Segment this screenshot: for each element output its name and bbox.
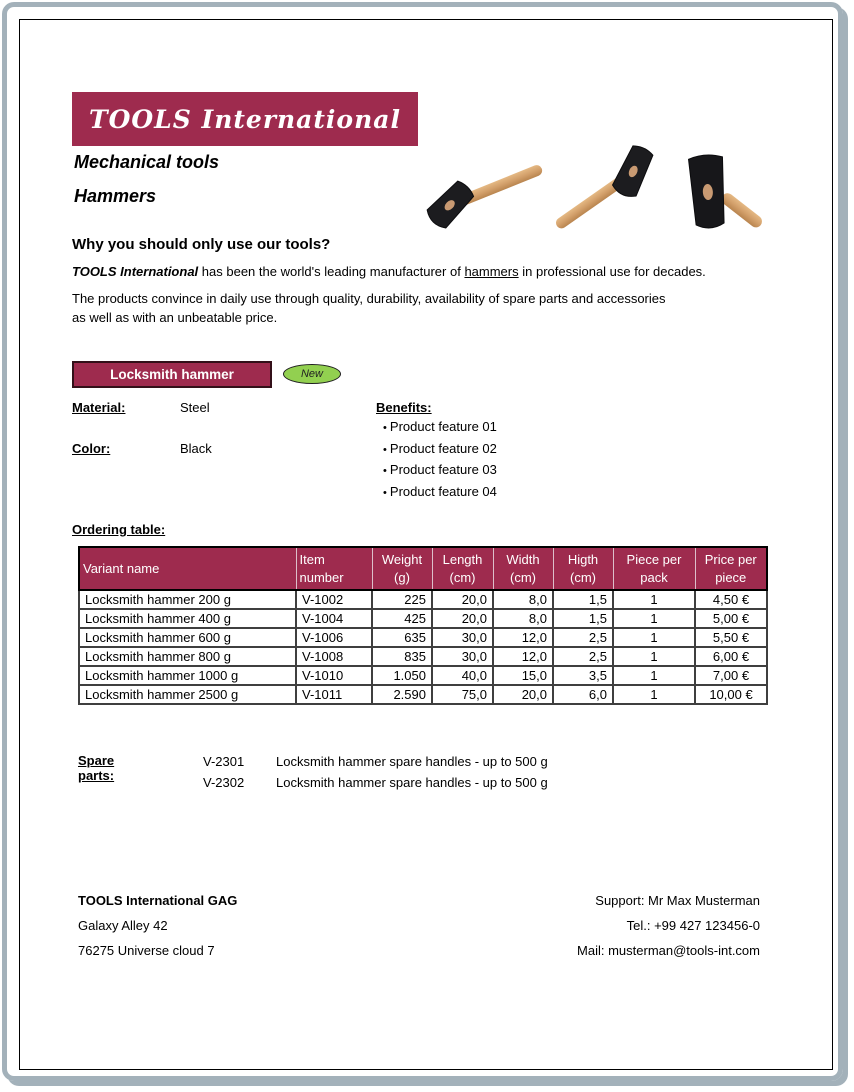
table-row — [79, 609, 767, 628]
benefit-item: • Product feature 01 — [383, 417, 497, 439]
table-cell: V-1002 — [296, 590, 372, 609]
subtitle-hammers: Hammers — [74, 186, 157, 206]
table-cell: 15,0 — [493, 666, 553, 685]
intro-p1-end: in professional use for decades. — [518, 264, 706, 279]
table-cell: 1 — [613, 609, 695, 628]
spare-part-code: V-2302 — [203, 775, 245, 790]
footer-mail: Mail: musterman@tools-int.com — [577, 943, 760, 958]
table-cell: 1 — [613, 628, 695, 647]
table-cell: V-1008 — [296, 647, 372, 666]
ordering-table-label: Ordering table: — [72, 522, 166, 537]
table-cell: Locksmith hammer 800 g — [79, 647, 296, 666]
table-cell: 10,00 € — [695, 685, 767, 704]
hammer-photo-angled-view — [545, 152, 665, 237]
new-badge-label: New — [300, 368, 323, 380]
material-label: Material: — [72, 400, 126, 415]
material-value: Steel — [180, 400, 210, 415]
footer-support: Support: Mr Max Musterman — [595, 893, 760, 908]
intro-brand-name: TOOLS International — [72, 264, 199, 279]
footer-tel: Tel.: +99 427 123456-0 — [626, 918, 760, 933]
table-cell: 835 — [372, 647, 432, 666]
intro-p1-mid: has been the world's leading manufacturer of — [198, 264, 465, 279]
table-cell: 1,5 — [553, 590, 613, 609]
table-cell: 4,50 € — [695, 590, 767, 609]
table-cell: 40,0 — [432, 666, 493, 685]
table-cell: V-1006 — [296, 628, 372, 647]
table-cell: 425 — [372, 609, 432, 628]
footer-address-line1: Galaxy Alley 42 — [78, 918, 168, 933]
table-cell: V-1004 — [296, 609, 372, 628]
intro-p1-underlined: hammers — [464, 264, 519, 279]
table-cell: Locksmith hammer 200 g — [79, 590, 296, 609]
col-header-variant-name: Variant name — [79, 547, 296, 590]
benefits-list — [383, 417, 497, 503]
brand-banner — [72, 92, 418, 146]
table-cell: 75,0 — [432, 685, 493, 704]
subtitle-mechanical-tools: Mechanical tools — [74, 152, 220, 172]
benefit-item: • Product feature 03 — [383, 460, 497, 482]
benefits-label: Benefits: — [376, 400, 432, 415]
table-row — [79, 666, 767, 685]
ordering-table-body — [79, 590, 767, 704]
table-cell: 1.050 — [372, 666, 432, 685]
table-cell: 1 — [613, 666, 695, 685]
table-cell: 1 — [613, 685, 695, 704]
table-row — [79, 685, 767, 704]
footer-company-name: TOOLS International GAG — [78, 893, 238, 908]
ordering-table — [78, 546, 768, 705]
table-row — [79, 628, 767, 647]
color-value: Black — [180, 441, 212, 456]
table-cell: 1 — [613, 590, 695, 609]
intro-paragraph-2: The products convince in daily use through quality, durability, availability of spare parts and accessories as well as with an unbeatable price. — [72, 291, 666, 325]
table-cell: 3,5 — [553, 666, 613, 685]
table-cell: V-1011 — [296, 685, 372, 704]
footer-contact-block — [460, 888, 760, 963]
spare-part-desc: Locksmith hammer spare handles - up to 500 g — [276, 754, 548, 769]
table-cell: 5,00 € — [695, 609, 767, 628]
col-header-item-number: Item number — [296, 547, 372, 590]
color-label: Color: — [72, 441, 111, 456]
table-cell: 30,0 — [432, 647, 493, 666]
hammer-photo-side-view — [413, 152, 548, 237]
table-cell: 635 — [372, 628, 432, 647]
ordering-table-head — [79, 547, 767, 590]
table-cell: 225 — [372, 590, 432, 609]
new-badge — [283, 364, 341, 384]
table-cell: 7,00 € — [695, 666, 767, 685]
table-cell: 2.590 — [372, 685, 432, 704]
table-cell: Locksmith hammer 2500 g — [79, 685, 296, 704]
spare-part-row — [203, 754, 723, 775]
table-cell: 2,5 — [553, 628, 613, 647]
footer-company-block — [78, 888, 237, 963]
col-header-weight: Weight (g) — [372, 547, 432, 590]
col-header-piece-per-pack: Piece per pack — [613, 547, 695, 590]
table-cell: 12,0 — [493, 647, 553, 666]
table-cell: 6,00 € — [695, 647, 767, 666]
table-cell: Locksmith hammer 600 g — [79, 628, 296, 647]
table-cell: 12,0 — [493, 628, 553, 647]
hammer-photo-head-closeup — [686, 150, 752, 240]
footer-address-line2: 76275 Universe cloud 7 — [78, 943, 215, 958]
table-cell: 6,0 — [553, 685, 613, 704]
spare-part-row — [203, 775, 723, 796]
table-cell: V-1010 — [296, 666, 372, 685]
col-header-higth: Higth (cm) — [553, 547, 613, 590]
table-cell: 5,50 € — [695, 628, 767, 647]
table-cell: 1,5 — [553, 609, 613, 628]
col-header-width: Width (cm) — [493, 547, 553, 590]
table-cell: 30,0 — [432, 628, 493, 647]
col-header-length: Length (cm) — [432, 547, 493, 590]
table-cell: 20,0 — [432, 609, 493, 628]
brand-banner-title: TOOLS International — [89, 104, 401, 134]
intro-heading: Why you should only use our tools? — [72, 236, 331, 253]
spare-parts-label: Spare parts: — [78, 753, 115, 783]
spare-part-desc: Locksmith hammer spare handles - up to 500 g — [276, 775, 548, 790]
table-cell: 20,0 — [432, 590, 493, 609]
table-row — [79, 590, 767, 609]
table-cell: 20,0 — [493, 685, 553, 704]
product-name-banner — [72, 361, 272, 388]
intro-paragraph-1 — [72, 262, 802, 281]
table-cell: 1 — [613, 647, 695, 666]
table-cell: Locksmith hammer 1000 g — [79, 666, 296, 685]
product-name: Locksmith hammer — [110, 367, 234, 382]
spare-part-code: V-2301 — [203, 754, 245, 769]
table-cell: Locksmith hammer 400 g — [79, 609, 296, 628]
benefit-item: • Product feature 04 — [383, 482, 497, 504]
table-cell: 2,5 — [553, 647, 613, 666]
table-cell: 8,0 — [493, 590, 553, 609]
table-cell: 8,0 — [493, 609, 553, 628]
table-row — [79, 647, 767, 666]
col-header-price-per-piece: Price per piece — [695, 547, 767, 590]
benefit-item: • Product feature 02 — [383, 439, 497, 461]
spare-parts-rows — [203, 754, 723, 796]
